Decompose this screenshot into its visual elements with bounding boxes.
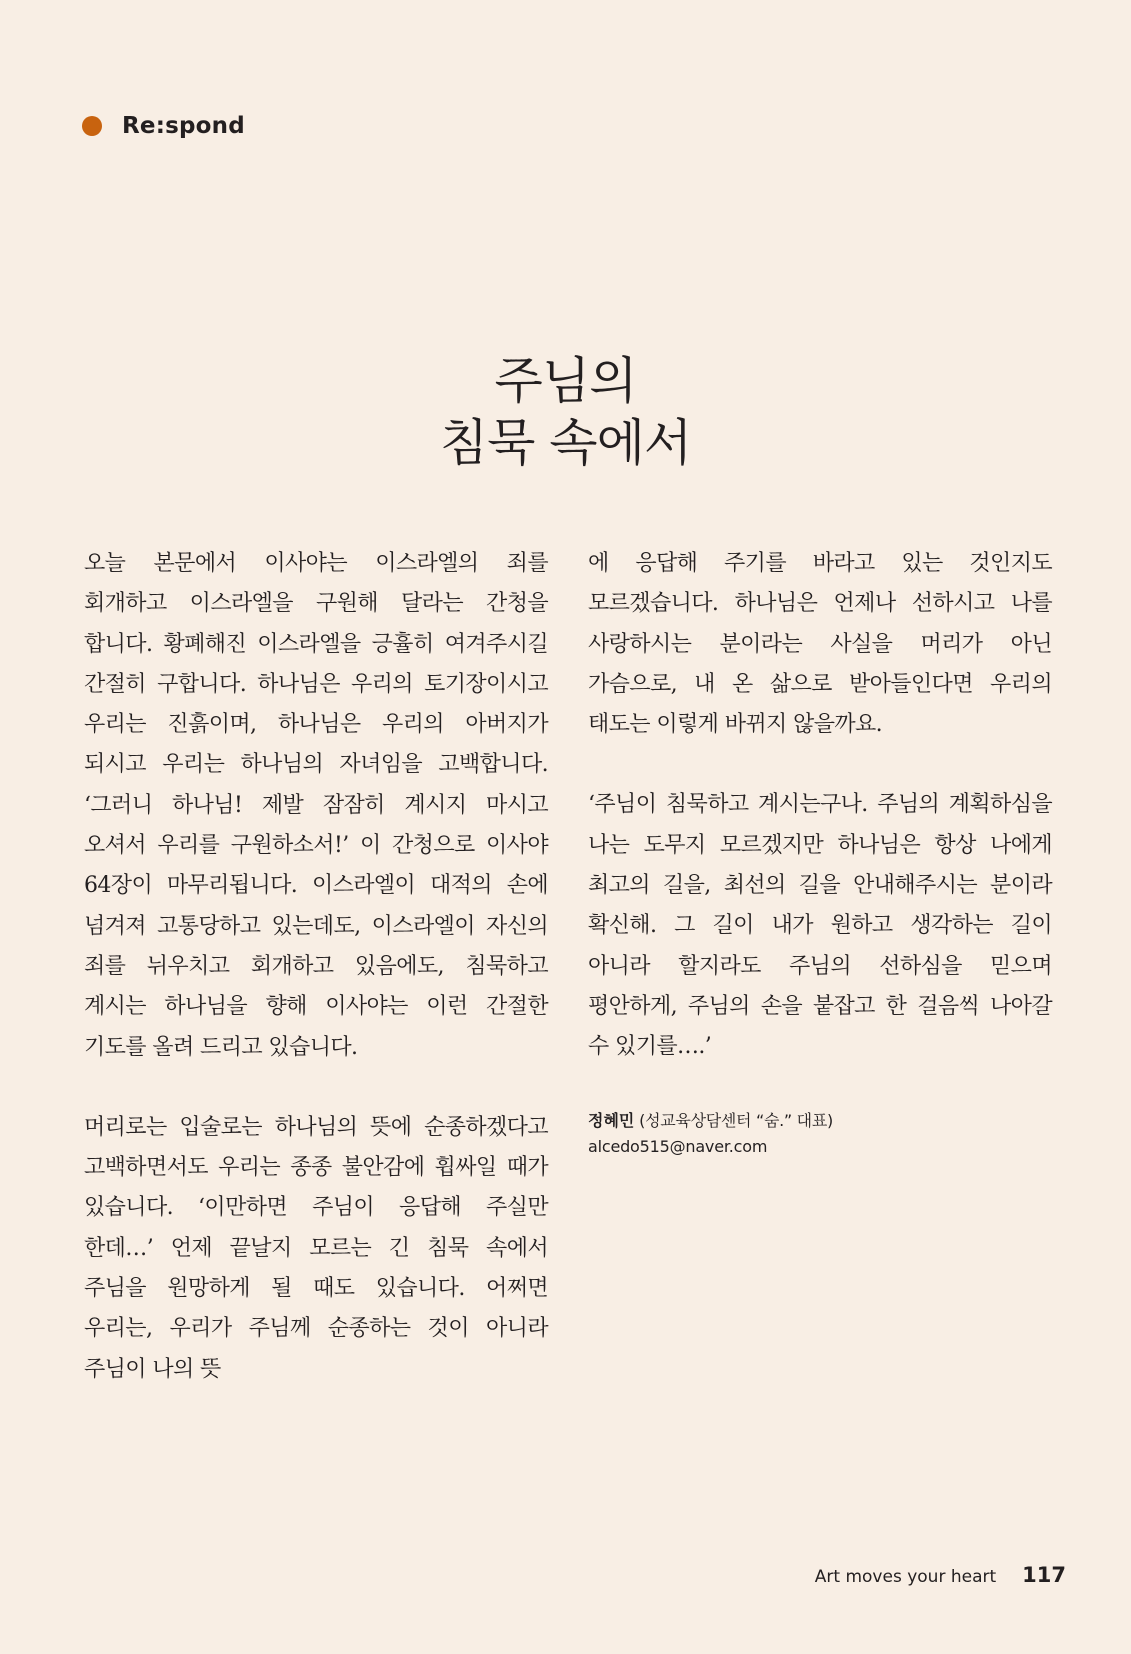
body-paragraph-quote: ‘주님이 침묵하고 계시는구나. 주님의 계획하심을 나는 도무지 모르겠지만 하나님은 항상 나에게 최고의 길을, 최선의 길을 안내해주시는 분이라 확신해. 그 길이 내가 원하고 생각하는 길이 아니라 할지라도 주님의 선하심을 믿으며 평안하게, 주님의 손을 붙잡고 한 걸음씩 나아갈 수 있기를….’ (588, 792, 1052, 1060)
author-name: 정혜민 (588, 1110, 635, 1130)
title-line-2: 침묵 속에서 (439, 414, 692, 472)
footer-tagline: Art moves your heart (814, 1567, 997, 1587)
section-dot-icon (82, 116, 102, 136)
left-column (84, 544, 548, 1430)
author-email: alcedo515@naver.com (588, 1136, 768, 1156)
article-title (0, 350, 1131, 474)
section-tag (82, 113, 245, 139)
body-paragraph: 에 응답해 주기를 바라고 있는 것인지도 모르겠습니다. 하나님은 언제나 선하시고 나를 사랑하시는 분이라는 사실을 머리가 아닌 가슴으로, 내 온 삶으로 받아들인다면 우리의 태도는 이렇게 바뀌지 않을까요. (588, 551, 1052, 738)
page-number: 117 (1022, 1563, 1066, 1587)
body-paragraph: 머리로는 입술로는 하나님의 뜻에 순종하겠다고 고백하면서도 우리는 종종 불안감에 휩싸일 때가 있습니다. ‘이만하면 주님이 응답해 주실만 한데…’ 언제 끝날지 모르는 긴 침묵 속에서 주님을 원망하게 될 때도 있습니다. 어쩌면 우리는, 우리가 주님께 순종하는 것이 아니라 주님이 나의 뜻 (84, 1114, 548, 1382)
author-byline (588, 1108, 1052, 1160)
page-footer (815, 1563, 1066, 1587)
title-line-1: 주님의 (494, 352, 637, 410)
section-label: Re:spond (122, 113, 245, 139)
author-role: (성교육상담센터 “숨.” 대표) (634, 1110, 833, 1130)
right-column (588, 544, 1052, 1160)
body-paragraph: 오늘 본문에서 이사야는 이스라엘의 죄를 회개하고 이스라엘을 구원해 달라는 간청을 합니다. 황폐해진 이스라엘을 긍휼히 여겨주시길 간절히 구합니다. 하나님은 우리의 토기장이시고 우리는 진흙이며, 하나님은 우리의 아버지가 되시고 우리는 하나님의 자녀임을 고백합니다. ‘그러니 하나님! 제발 잠잠히 계시지 마시고 오셔서 우리를 구원하소서!’ 이 간청으로 이사야 64장이 마무리됩니다. 이스라엘이 대적의 손에 넘겨져 고통당하고 있는데도, 이스라엘이 자신의 죄를 뉘우치고 회개하고 있음에도, 침묵하고 계시는 하나님을 향해 이사야는 이런 간절한 기도를 올려 드리고 있습니다. (84, 551, 548, 1060)
